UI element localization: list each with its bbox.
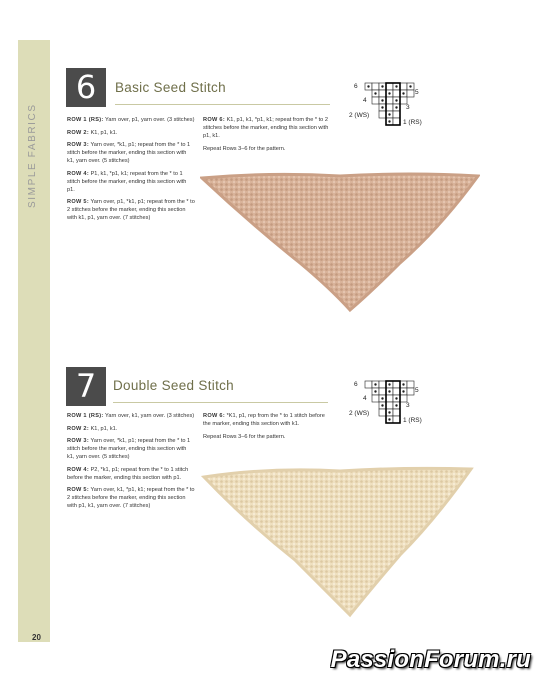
instruction-row: ROW 5: Yarn over, p1, *k1, p1; repeat from the * to 2 stitches before the marker, ending this section with k1, p1, yarn over. (7 stitches) [67, 199, 195, 221]
instruction-row: ROW 3: Yarn over, *k1, p1; repeat from the * to 1 stitch before the marker, ending this section with k1, yarn over. (5 stitches) [67, 438, 191, 460]
chart-label-row3: 3 [406, 402, 410, 409]
instruction-row: ROW 2: K1, p1, k1. [67, 129, 118, 136]
page-number: 20 [32, 633, 41, 642]
instruction-row: ROW 1 (RS): Yarn over, p1, yarn over. (3 stitches) [67, 117, 195, 123]
repeat-note: Repeat Rows 3–6 for the pattern. [203, 433, 286, 440]
instruction-row: ROW 4: P1, k1, *p1, k1; repeat from the * to 1 stitch before the marker, ending this section with p1. [67, 170, 187, 193]
chart-label-row6: 6 [354, 83, 358, 90]
instruction-row: ROW 4: P2, *k1, p1; repeat from the * to 1 stitch before the marker, ending this section with p1. [67, 466, 189, 481]
sidebar-label [27, 192, 38, 208]
repeat-note: Repeat Rows 3–6 for the pattern. [203, 145, 286, 152]
chart-label-row2: 2 (WS) [349, 112, 370, 119]
watermark-logo: PassionForum.ru [330, 646, 531, 673]
knit-swatch-image [200, 465, 475, 620]
section-title: Double Seed Stitch [113, 378, 234, 393]
chart-label-row4: 4 [363, 395, 367, 402]
instruction-row: ROW 6: K1, p1, k1, *p1, k1; repeat from the * to 2 stitches before the marker, ending this section with p1, k1. [203, 117, 329, 139]
instructions-left-column [67, 412, 195, 515]
chart-label-row3: 3 [406, 104, 410, 111]
chart-label-row5: 5 [415, 387, 419, 394]
stitch-chart [345, 378, 425, 428]
chart-label-row1: 1 (RS) [403, 119, 422, 126]
chart-label-row2: 2 (WS) [349, 410, 370, 417]
instructions-right-column [203, 412, 331, 445]
chart-label-row1: 1 (RS) [403, 417, 422, 424]
instruction-row: ROW 1 (RS): Yarn over, k1, yarn over. (3 stitches) [67, 413, 195, 419]
chart-label-row4: 4 [363, 97, 367, 104]
instruction-row: ROW 2: K1, p1, k1. [67, 425, 118, 432]
chart-grid [345, 378, 425, 428]
chart-grid [345, 80, 425, 130]
chart-label-row5: 5 [415, 89, 419, 96]
instruction-row: ROW 6: *K1, p1, rep from the * to 1 stitch before the marker, ending this section with k1. [203, 413, 325, 427]
instruction-row: ROW 5: Yarn over, k1, *p1, k1; repeat from the * to 2 stitches before the marker, ending this section with p1, k1, yarn over. (7 stitches) [67, 487, 195, 509]
section-number-badge: 7 [66, 367, 106, 406]
instruction-row: ROW 3: Yarn over, *k1, p1; repeat from the * to 1 stitch before the marker, ending this section with k1, yarn over. (5 stitches) [67, 142, 191, 164]
instructions-left-column [67, 116, 195, 227]
section-title: Basic Seed Stitch [115, 80, 226, 95]
section-number-badge: 6 [66, 68, 106, 107]
section-rule [115, 104, 330, 105]
section-rule [113, 402, 328, 403]
knit-swatch-image [200, 168, 480, 318]
stitch-chart [345, 80, 425, 130]
chart-label-row6: 6 [354, 381, 358, 388]
instructions-right-column [203, 116, 331, 157]
